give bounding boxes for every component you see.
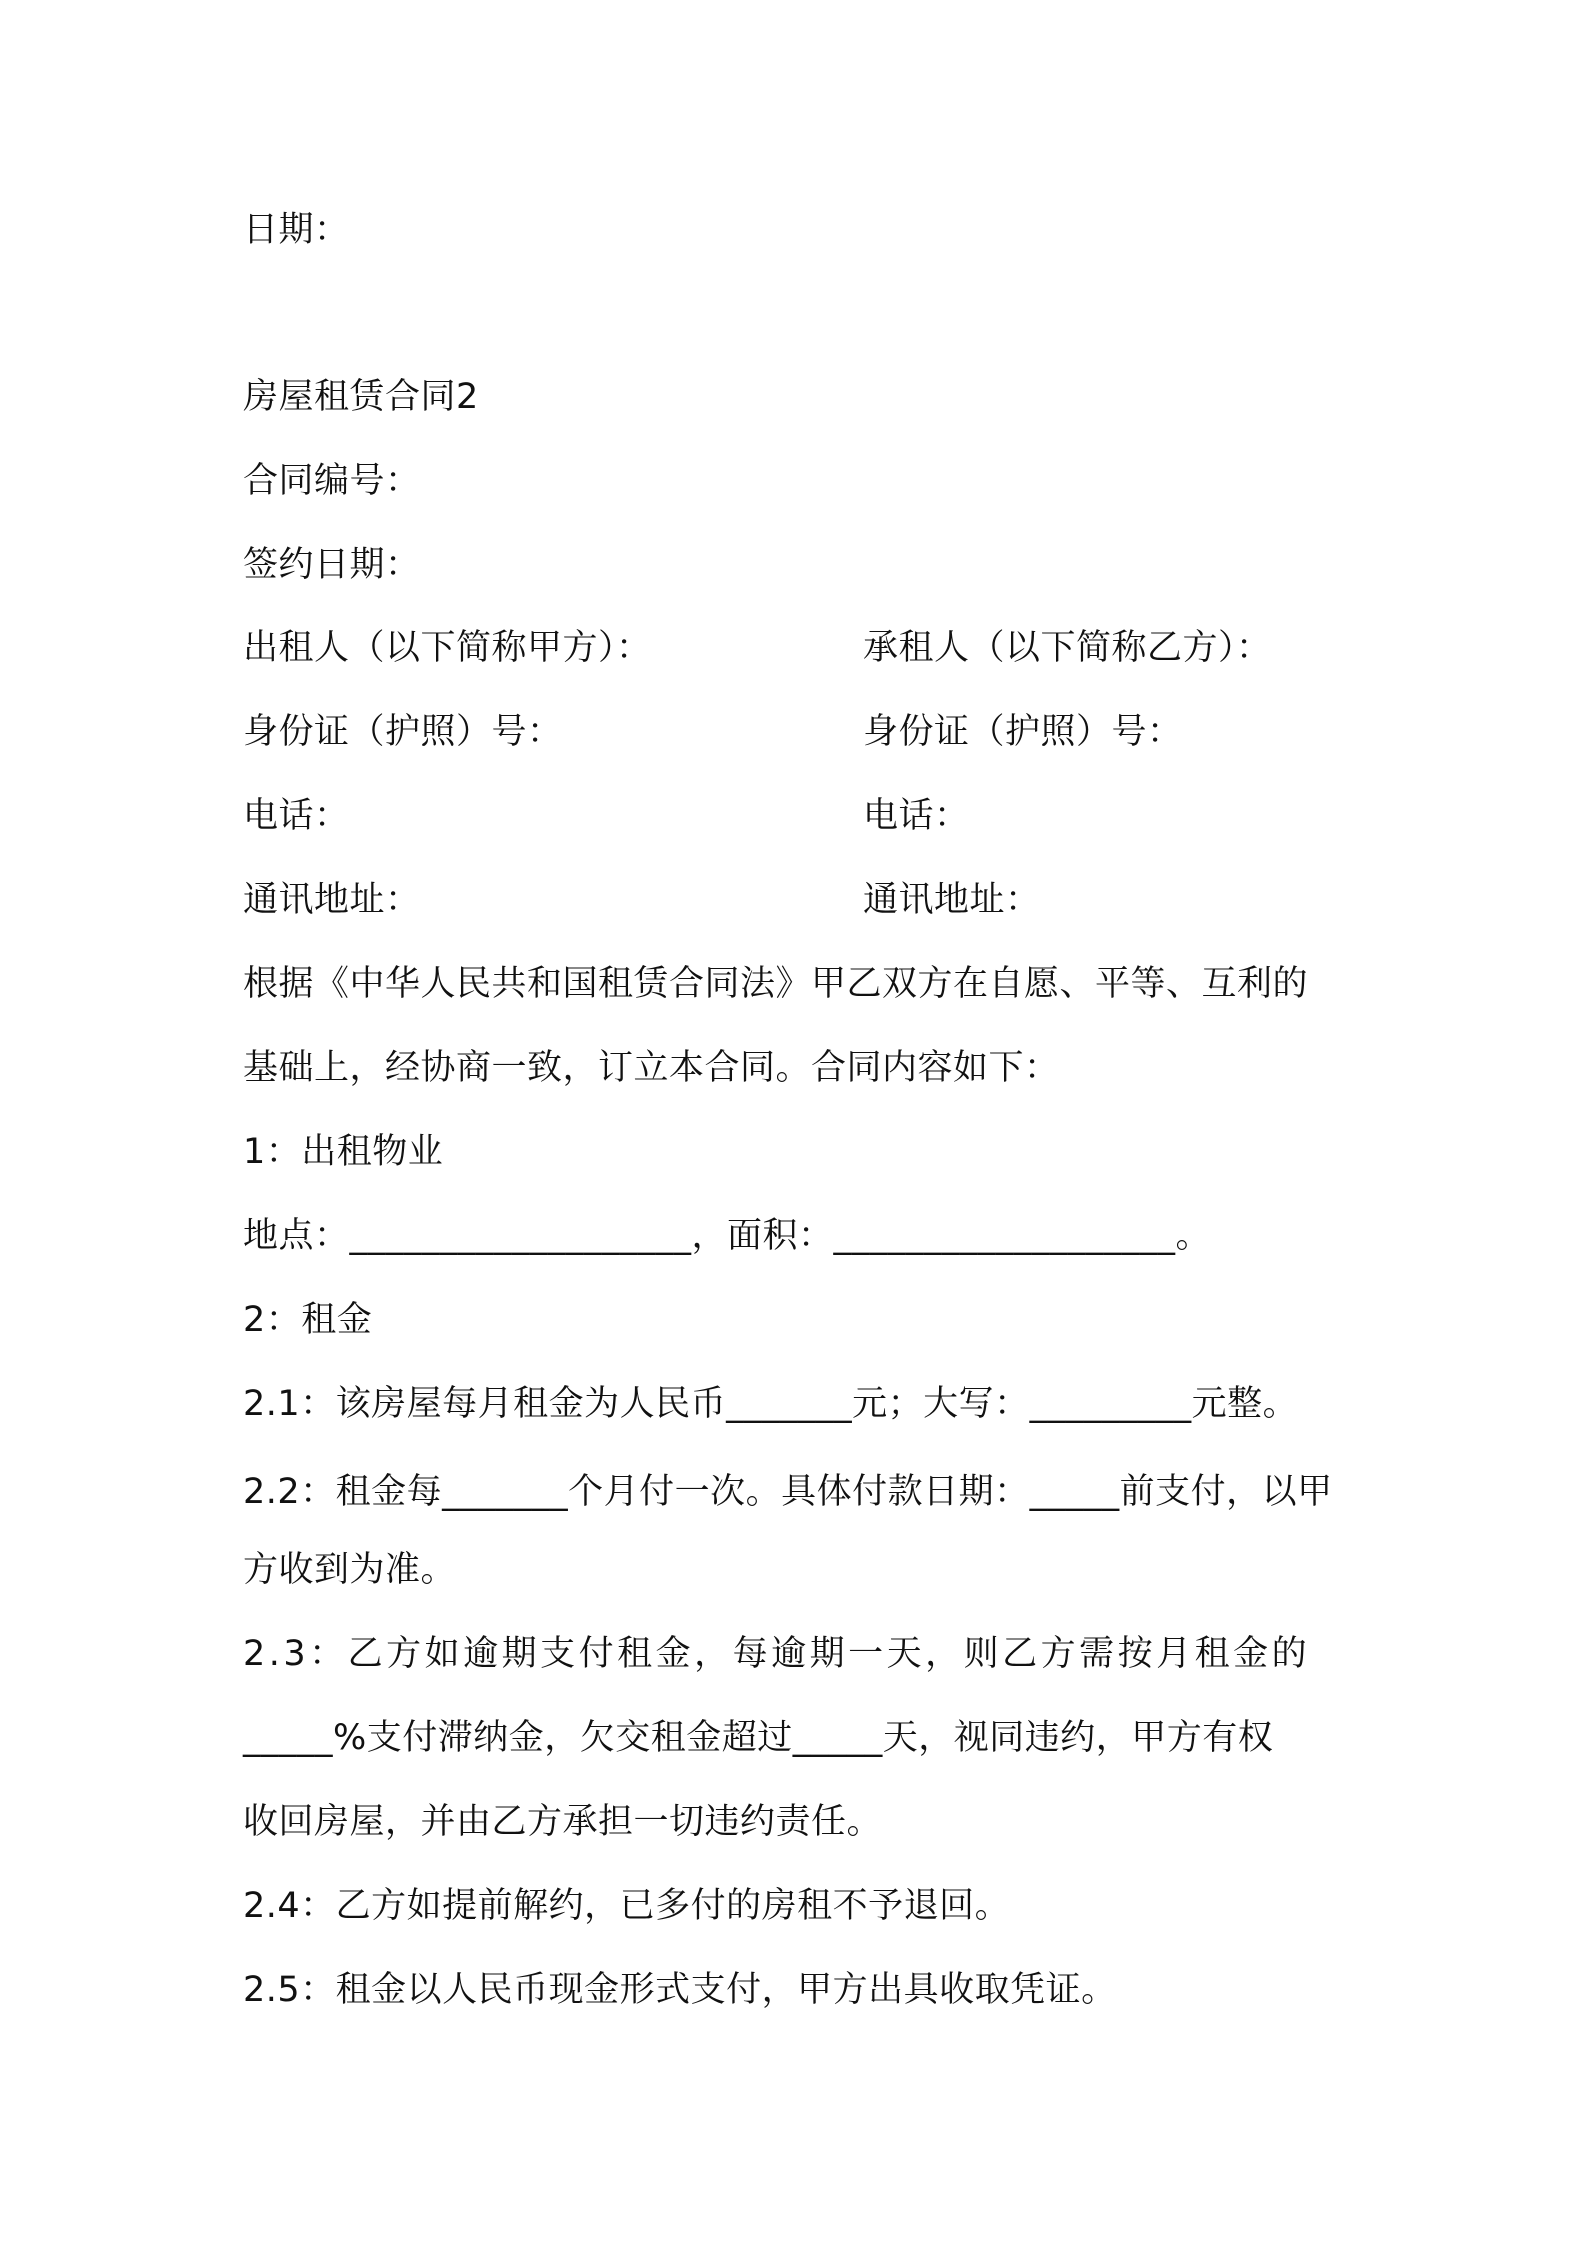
- clause-2-2-line-2: 方收到为准。: [243, 1550, 457, 1590]
- signing-date-label: 签约日期：: [243, 545, 421, 585]
- clause-2-3-line-1: 2.3：乙方如逾期支付租金，每逾期一天，则乙方需按月租金的: [243, 1634, 1311, 1674]
- lessor-phone-label: 电话：: [243, 796, 350, 836]
- clause-2-4: 2.4：乙方如提前解约，已多付的房租不予退回。: [243, 1886, 1011, 1926]
- contract-number-label: 合同编号：: [243, 461, 421, 501]
- contract-title: 房屋租赁合同2: [243, 377, 479, 417]
- preamble-line-1: 根据《中华人民共和国租赁合同法》甲乙双方在自愿、平等、互利的: [243, 964, 1309, 1004]
- lessee-title: 承租人（以下简称乙方）：: [863, 628, 1272, 668]
- lessee-address-label: 通讯地址：: [863, 880, 1041, 920]
- lessee-id-label: 身份证（护照）号：: [863, 712, 1183, 752]
- clause-2-3-line-3: 收回房屋，并由乙方承担一切违约责任。: [243, 1802, 883, 1842]
- section-2-heading: 2：租金: [243, 1300, 373, 1340]
- location-area-line: 地点：___________________，面积：___________________。: [243, 1216, 1212, 1256]
- lessor-address-label: 通讯地址：: [243, 880, 421, 920]
- clause-2-3-line-2: _____%支付滞纳金，欠交租金超过_____天，视同违约，甲方有权: [243, 1718, 1274, 1758]
- lessor-title: 出租人（以下简称甲方）：: [243, 628, 652, 668]
- date-label: 日期：: [243, 210, 350, 250]
- preamble-line-2: 基础上，经协商一致，订立本合同。合同内容如下：: [243, 1048, 1060, 1088]
- lessee-phone-label: 电话：: [863, 796, 970, 836]
- section-1-heading: 1：出租物业: [243, 1132, 444, 1172]
- clause-2-2-line-1: 2.2：租金每_______个月付一次。具体付款日期：_____前支付，以甲: [243, 1472, 1333, 1512]
- lessor-id-label: 身份证（护照）号：: [243, 712, 563, 752]
- clause-2-1: 2.1：该房屋每月租金为人民币_______元；大写：_________元整。: [243, 1384, 1299, 1424]
- clause-2-5: 2.5：租金以人民币现金形式支付，甲方出具收取凭证。: [243, 1970, 1117, 2010]
